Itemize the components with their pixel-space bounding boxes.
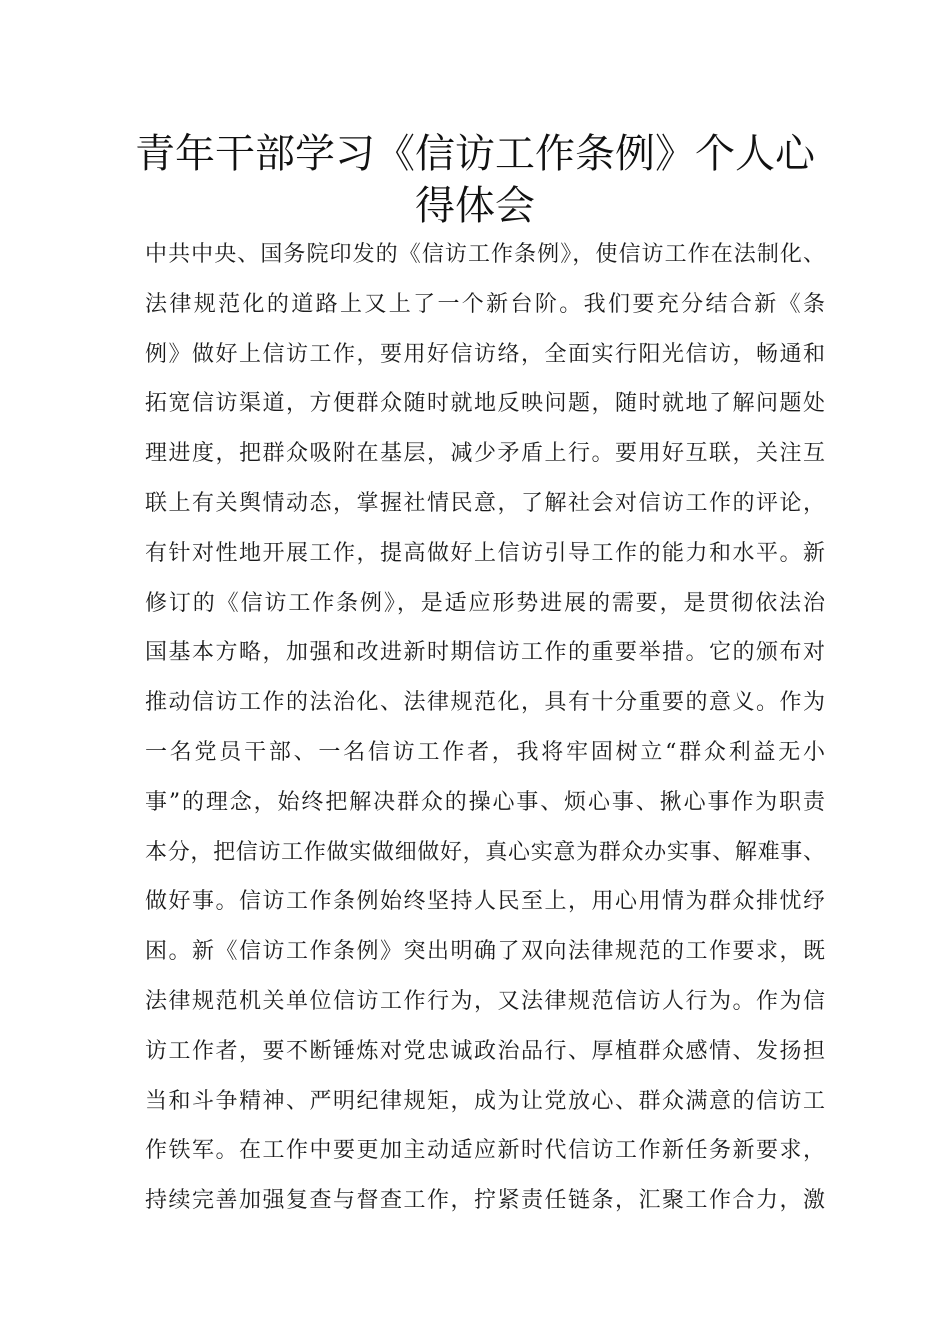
body-line: 联上有关舆情动态，掌握社情民意，了解社会对信访工作的评论， bbox=[145, 490, 825, 516]
body-line: 修订的《信访工作条例》，是适应形势进展的需要，是贯彻依法治 bbox=[145, 590, 825, 616]
document-title bbox=[0, 128, 950, 232]
body-line: 有针对性地开展工作，提高做好上信访引导工作的能力和水平。新 bbox=[145, 540, 825, 566]
title-line-1: 青年干部学习《信访工作条例》个人心 bbox=[135, 131, 815, 177]
body-line: 持续完善加强复查与督查工作，拧紧责任链条，汇聚工作合力，激 bbox=[145, 1188, 825, 1214]
body-line: 国基本方略，加强和改进新时期信访工作的重要举措。它的颁布对 bbox=[145, 640, 825, 666]
body-line: 本分，把信访工作做实做细做好，真心实意为群众办实事、解难事、 bbox=[145, 839, 825, 865]
body-line: 访工作者，要不断锤炼对党忠诚政治品行、厚植群众感情、发扬担 bbox=[145, 1038, 825, 1064]
body-line: 一名党员干部、一名信访工作者，我将牢固树立“群众利益无小 bbox=[145, 739, 825, 765]
body-line: 例》做好上信访工作，要用好信访络，全面实行阳光信访，畅通和 bbox=[145, 341, 825, 367]
document-body bbox=[145, 230, 825, 1226]
body-line: 做好事。信访工作条例始终坚持人民至上，用心用情为群众排忧纾 bbox=[145, 889, 825, 915]
title-line-2: 得体会 bbox=[415, 183, 535, 229]
body-line: 作铁军。在工作中要更加主动适应新时代信访工作新任务新要求， bbox=[145, 1138, 825, 1164]
body-line: 理进度，把群众吸附在基层，减少矛盾上行。要用好互联，关注互 bbox=[145, 441, 825, 467]
body-line: 事”的理念，始终把解决群众的操心事、烦心事、揪心事作为职责 bbox=[145, 789, 825, 815]
body-line: 困。新《信访工作条例》突出明确了双向法律规范的工作要求，既 bbox=[145, 939, 825, 965]
body-line: 当和斗争精神、严明纪律规矩，成为让党放心、群众满意的信访工 bbox=[145, 1088, 825, 1114]
body-line: 法律规范机关单位信访工作行为，又法律规范信访人行为。作为信 bbox=[145, 988, 825, 1014]
body-line: 中共中央、国务院印发的《信访工作条例》，使信访工作在法制化、 bbox=[145, 242, 825, 267]
body-line: 拓宽信访渠道，方便群众随时就地反映问题，随时就地了解问题处 bbox=[145, 391, 825, 417]
body-line: 法律规范化的道路上又上了一个新台阶。我们要充分结合新《条 bbox=[145, 291, 825, 317]
body-line: 推动信访工作的法治化、法律规范化，具有十分重要的意义。作为 bbox=[145, 690, 825, 716]
